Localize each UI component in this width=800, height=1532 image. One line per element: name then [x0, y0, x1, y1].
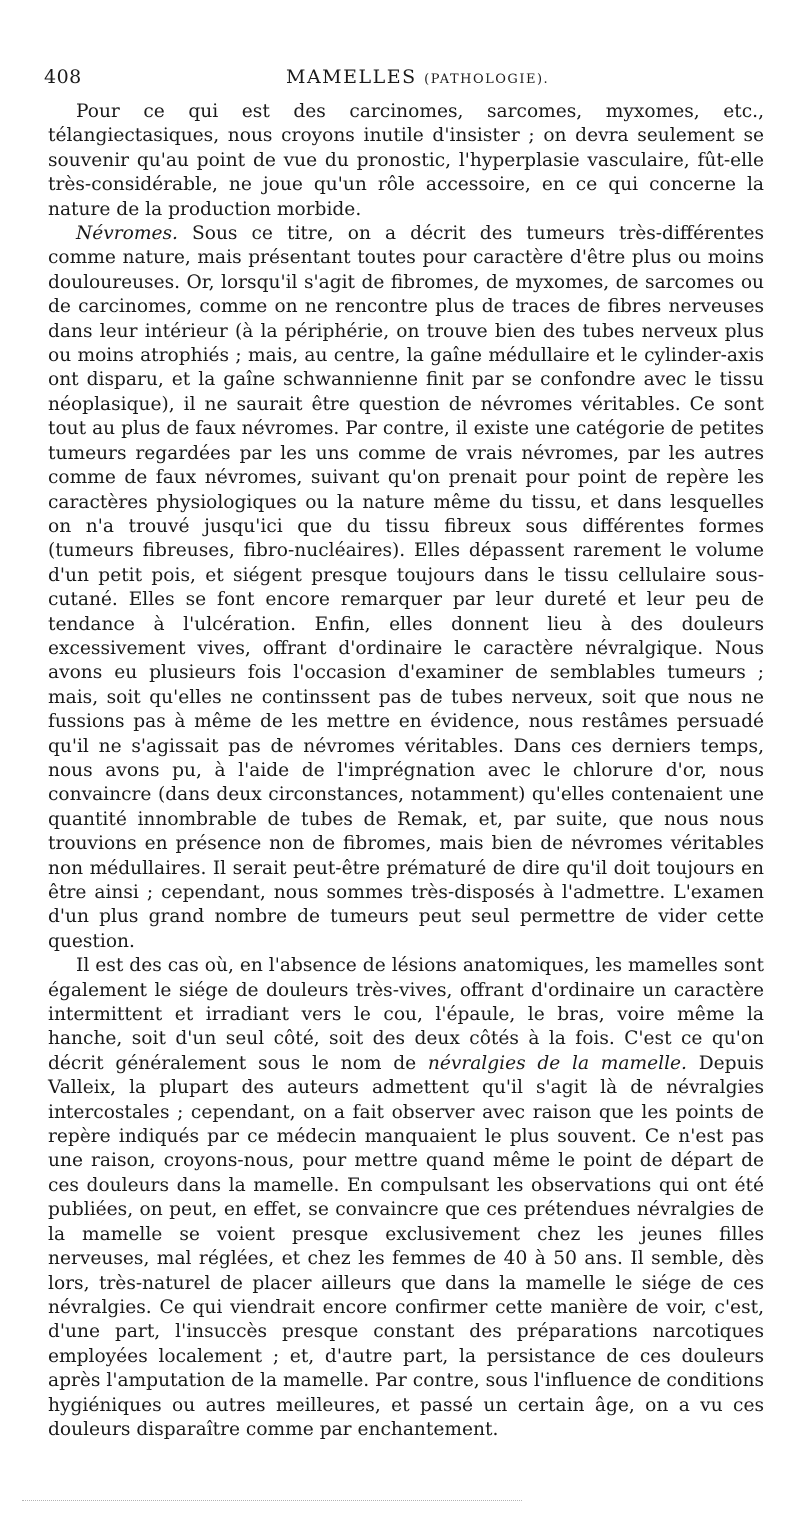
- term-nevralgies-mamelle: névralgies de la mamelle.: [427, 1052, 687, 1074]
- paragraph-nevralgies-text-b: Depuis Valleix, la plupart des auteurs admettent qu'il s'agit là de névralgies intercostales ; cependant, on a fait observer avec raison que les points de repère indiqués par ce médecin manquaient le plus souvent. Ce n'est pas une raison, croyons-nous, pour mettre quand même le point de départ de ces douleurs dans la mamelle. En compulsant les observations qui ont été publiées, on peut, en effet, se convaincre que ces prétendues névralgies de la mamelle se voient presque exclusivement chez les jeunes filles nerveuses, mal réglées, et chez les femmes de 40 à 50 ans. Il semble, dès lors, très-naturel de placer ailleurs que dans la mamelle le siége de ces névralgies. Ce qui viendrait encore confirmer cette manière de voir, c'est, d'une part, l'insuccès presque constant des préparations narcotiques employées localement ; et, d'autre part, la persistance de ces douleurs après l'amputation de la mamelle. Par contre, sous l'influence de conditions hygiéniques ou autres meilleures, et passé un certain âge, on a vu ces douleurs disparaître comme par enchantement.: [48, 1052, 764, 1440]
- paragraph-carcinomes: Pour ce qui est des carcinomes, sarcomes, myxomes, etc., télangiectasiques, nous croyons inutile d'insister ; on devra seulement se souvenir qu'au point de vue du pronostic, l'hyperplasie vasculaire, fût-elle très-considérable, ne joue qu'un rôle accessoire, en ce qui concerne la nature de la production morbide.: [48, 101, 764, 220]
- paragraph-nevromes-text: Sous ce titre, on a décrit des tumeurs très-différentes comme nature, mais présentant toutes pour caractère d'être plus ou moins douloureuses. Or, lorsqu'il s'agit de fibromes, de myxomes, de sarcomes ou de carcinomes, comme on ne rencontre plus de traces de fibres nerveuses dans leur intérieur (à la périphérie, on trouve bien des tubes nerveux plus ou moins atrophiés ; mais, au centre, la gaîne médullaire et le cylinder-axis ont disparu, et la gaîne schwannienne finit par se confondre avec le tissu néoplasique), il ne saurait être question de névromes véritables. Ce sont tout au plus de faux névromes. Par contre, il existe une catégorie de petites tumeurs regardées par les uns comme de vrais névromes, par les autres comme de faux névromes, suivant qu'on prenait pour point de repère les caractères physiologiques ou la nature même du tissu, et dans lesquelles on n'a trouvé jusqu'ici que du tissu fibreux sous différentes formes (tumeurs fibreuses, fibro-nucléaires). Elles dépassent rarement le volume d'un petit pois, et siégent presque toujours dans le tissu cellulaire sous-cutané. Elles se font encore remarquer par leur dureté et leur peu de tendance à l'ulcération. Enfin, elles donnent lieu à des douleurs excessivement vives, offrant d'ordinaire le caractère névralgique. Nous avons eu plusieurs fois l'occasion d'examiner de semblables tumeurs ; mais, soit qu'elles ne continssent pas de tubes nerveux, soit que nous ne fussions pas à même de les mettre en évidence, nous restâmes persuadé qu'il ne s'agissait pas de névromes véritables. Dans ces derniers temps, nous avons pu, à l'aide de l'imprégnation avec le chlorure d'or, nous convaincre (dans deux circonstances, notamment) qu'elles contenaient une quantité innombrable de tubes de Remak, et, par suite, que nous nous trouvions en présence non de fibromes, mais bien de névromes véritables non médullaires. Il serait peut-être prématuré de dire qu'il doit toujours en être ainsi ; cependant, nous sommes très-disposés à l'admettre. L'examen d'un plus grand nombre de tumeurs peut seul permettre de vider cette question.: [48, 223, 764, 952]
- body-text: [48, 100, 764, 1442]
- running-title: [286, 66, 549, 88]
- running-title-sub: (PATHOLOGIE).: [424, 72, 550, 87]
- page-number: 408: [44, 66, 82, 88]
- section-lead-nevromes: Névromes.: [76, 223, 178, 245]
- paragraph-nevralgies: [48, 954, 764, 1442]
- paragraph-nevromes: [48, 222, 764, 954]
- page-header: [40, 56, 770, 92]
- running-title-main: MAMELLES: [286, 66, 417, 88]
- footer-rule: [22, 1500, 522, 1502]
- paragraph-nevralgies-text-a: Il est des cas où, en l'absence de lésions anatomiques, les mamelles sont également le siége de douleurs très-vives, offrant d'ordinaire un caractère intermittent et irradiant vers le cou, l'épaule, le bras, voire même la hanche, soit d'un seul côté, soit des deux côtés à la fois. C'est ce qu'on décrit généralement sous le nom de: [48, 955, 764, 1074]
- book-page: [40, 56, 770, 1496]
